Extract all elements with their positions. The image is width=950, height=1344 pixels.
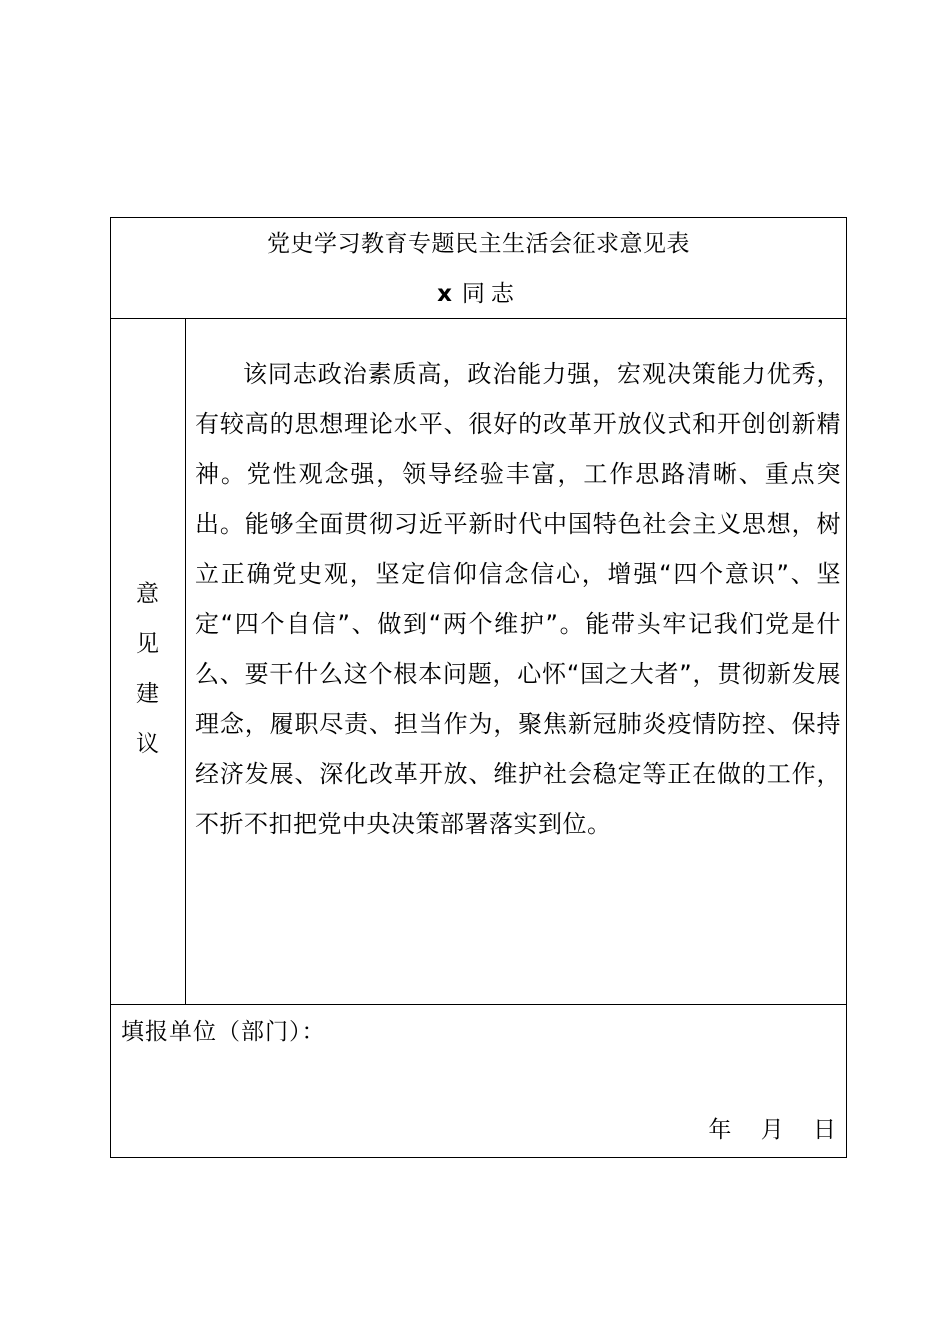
subject-line: [111, 278, 846, 310]
reporting-unit-label: 填报单位（部门）：: [121, 1019, 326, 1045]
date-month: 月: [760, 1117, 784, 1143]
subject-suffix: 同志: [461, 281, 520, 307]
opinion-label: [111, 569, 184, 769]
opinion-content-cell: [186, 319, 846, 1004]
opinion-label-char: 见: [136, 631, 159, 657]
opinion-form-table: [110, 217, 847, 1158]
opinion-text: 该同志政治素质高，政治能力强，宏观决策能力优秀，有较高的思想理论水平、很好的改革开放仪式和开创创新精神。党性观念强，领导经验丰富，工作思路清晰、重点突出。能够全面贯彻习近平新时代中国特色社会主义思想，树立正确党史观，坚定信仰信念信心，增强“四个意识”、坚定“四个自信”、做到“两个维护”。能带头牢记我们党是什么、要干什么这个根本问题，心怀“国之大者”，贯彻新发展理念，履职尽责、担当作为，聚焦新冠肺炎疫情防控、保持经济发展、深化改革开放、维护社会稳定等正在做的工作，不折不扣把党中央决策部署落实到位。: [195, 360, 841, 838]
opinion-label-char: 意: [136, 581, 159, 607]
date-day: 日: [813, 1117, 836, 1143]
opinion-row: [111, 319, 846, 1005]
form-header: [111, 218, 846, 319]
opinion-label-char: 建: [136, 681, 159, 707]
date-line: [686, 1113, 836, 1147]
opinion-label-cell: [111, 319, 186, 1004]
form-title: 党史学习教育专题民主生活会征求意见表: [267, 231, 690, 257]
subject-name-placeholder: x: [437, 281, 458, 307]
date-year: 年: [708, 1117, 732, 1143]
opinion-label-char: 议: [136, 731, 159, 757]
footer-row: [111, 1005, 846, 1156]
